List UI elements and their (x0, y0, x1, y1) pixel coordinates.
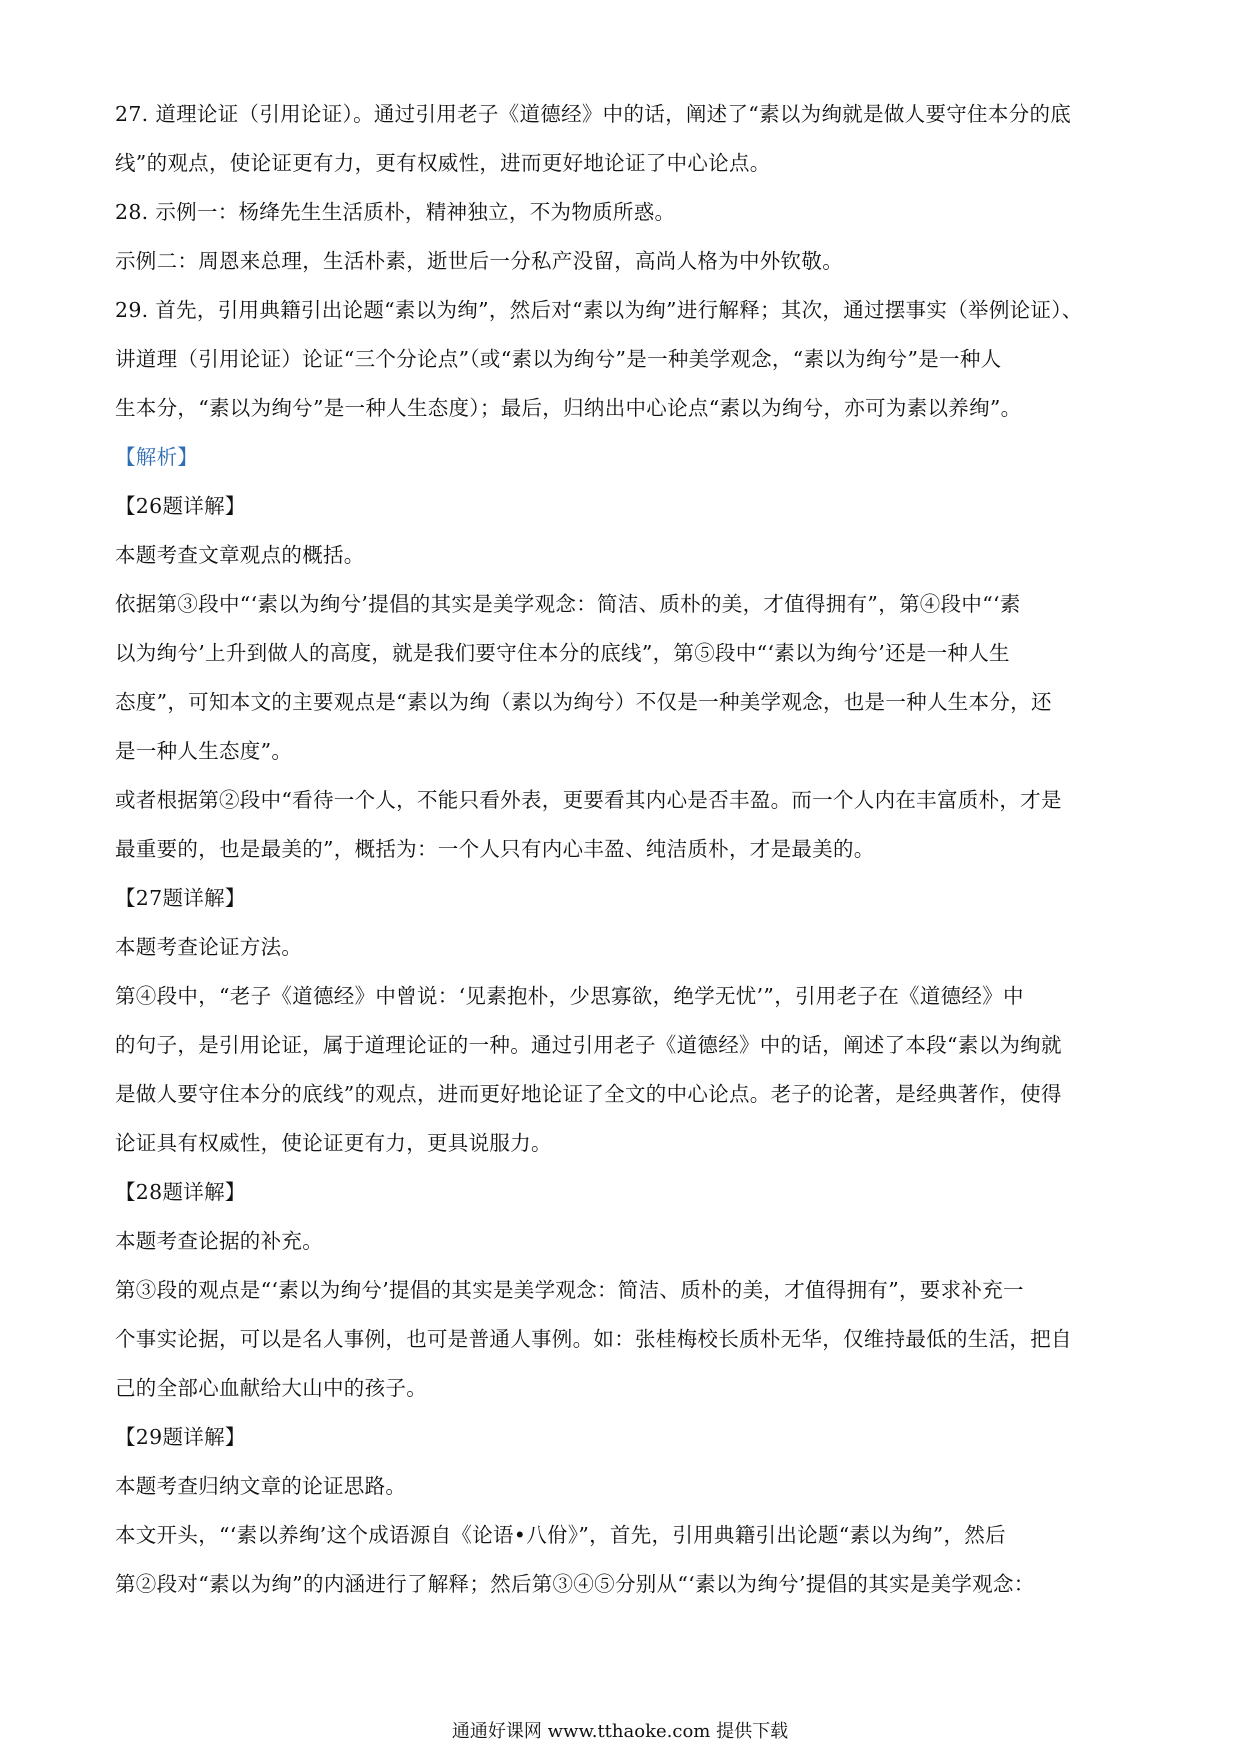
text-line: 个事实论据，可以是名人事例，也可是普通人事例。如：张桂梅校长质朴无华，仅维持最低的生活，把自 (115, 1327, 1072, 1351)
text-line: 28. 示例一：杨绛先生生活质朴，精神独立，不为物质所惑。 (115, 200, 676, 224)
text-line: 示例二：周恩来总理，生活朴素，逝世后一分私产没留，高尚人格为中外钦敬。 (115, 249, 843, 273)
text-line: 是一种人生态度”。 (115, 739, 293, 763)
text-line: 讲道理（引用论证）论证“三个分论点”（或“素以为绚兮”是一种美学观念，“素以为绚兮”是一种人 (115, 347, 1002, 371)
text-line: 29. 首先，引用典籍引出论题“素以为绚”，然后对“素以为绚”进行解释；其次，通过摆事实（举例论证）、 (115, 298, 1083, 322)
text-line: 态度”，可知本文的主要观点是“素以为绚（素以为绚兮）不仅是一种美学观念，也是一种人生本分，还 (115, 690, 1052, 714)
text-line: 或者根据第②段中“看待一个人，不能只看外表，更要看其内心是否丰盈。而一个人内在丰富质朴，才是 (115, 788, 1062, 812)
text-line: 本题考查论据的补充。 (115, 1229, 323, 1253)
text-line: 27. 道理论证（引用论证）。通过引用老子《道德经》中的话，阐述了“素以为绚就是做人要守住本分的底 (115, 102, 1072, 126)
text-line: 的句子，是引用论证，属于道理论证的一种。通过引用老子《道德经》中的话，阐述了本段“素以为绚就 (115, 1033, 1062, 1057)
text-line: 本文开头，“‘素以养绚’这个成语源自《论语•八佾》”，首先，引用典籍引出论题“素以为绚”，然后 (115, 1523, 1006, 1547)
text-line: 生本分，“素以为绚兮”是一种人生态度）；最后，归纳出中心论点“素以为绚兮，亦可为素以养绚”。 (115, 396, 1022, 420)
text-line: 最重要的，也是最美的”，概括为：一个人只有内心丰盈、纯洁质朴，才是最美的。 (115, 837, 875, 861)
text-line: 本题考查论证方法。 (115, 935, 303, 959)
section-heading-29: 【29题详解】 (115, 1425, 246, 1449)
text-line: 线”的观点，使论证更有力，更有权威性，进而更好地论证了中心论点。 (115, 151, 771, 175)
text-line: 是做人要守住本分的底线”的观点，进而更好地论证了全文的中心论点。老子的论著，是经典著作，使得 (115, 1082, 1062, 1106)
text-line: 以为绚兮’上升到做人的高度，就是我们要守住本分的底线”，第⑤段中“‘素以为绚兮’还是一种人生 (115, 641, 1010, 665)
text-line: 本题考查归纳文章的论证思路。 (115, 1474, 407, 1498)
jiexi-heading: 【解析】 (115, 445, 199, 469)
text-line: 依据第③段中“‘素以为绚兮’提倡的其实是美学观念：简洁、质朴的美，才值得拥有”，第④段中“‘素 (115, 592, 1021, 616)
text-line: 己的全部心血献给大山中的孩子。 (115, 1376, 427, 1400)
footer-source: 通通好课网 www.tthaoke.com 提供下载 (451, 1721, 789, 1742)
text-line: 论证具有权威性，使论证更有力，更具说服力。 (115, 1131, 552, 1155)
text-line: 第②段对“素以为绚”的内涵进行了解释；然后第③④⑤分别从“‘素以为绚兮’提倡的其实是美学观念： (115, 1572, 1035, 1596)
answer-content (115, 98, 1130, 1617)
text-line: 第③段的观点是“‘素以为绚兮’提倡的其实是美学观念：简洁、质朴的美，才值得拥有”，要求补充一 (115, 1278, 1024, 1302)
section-heading-27: 【27题详解】 (115, 886, 246, 910)
section-heading-26: 【26题详解】 (115, 494, 246, 518)
section-heading-28: 【28题详解】 (115, 1180, 246, 1204)
text-line: 本题考查文章观点的概括。 (115, 543, 365, 567)
text-line: 第④段中，“老子《道德经》中曾说：‘见素抱朴，少思寡欲，绝学无忧’”，引用老子在《道德经》中 (115, 984, 1024, 1008)
